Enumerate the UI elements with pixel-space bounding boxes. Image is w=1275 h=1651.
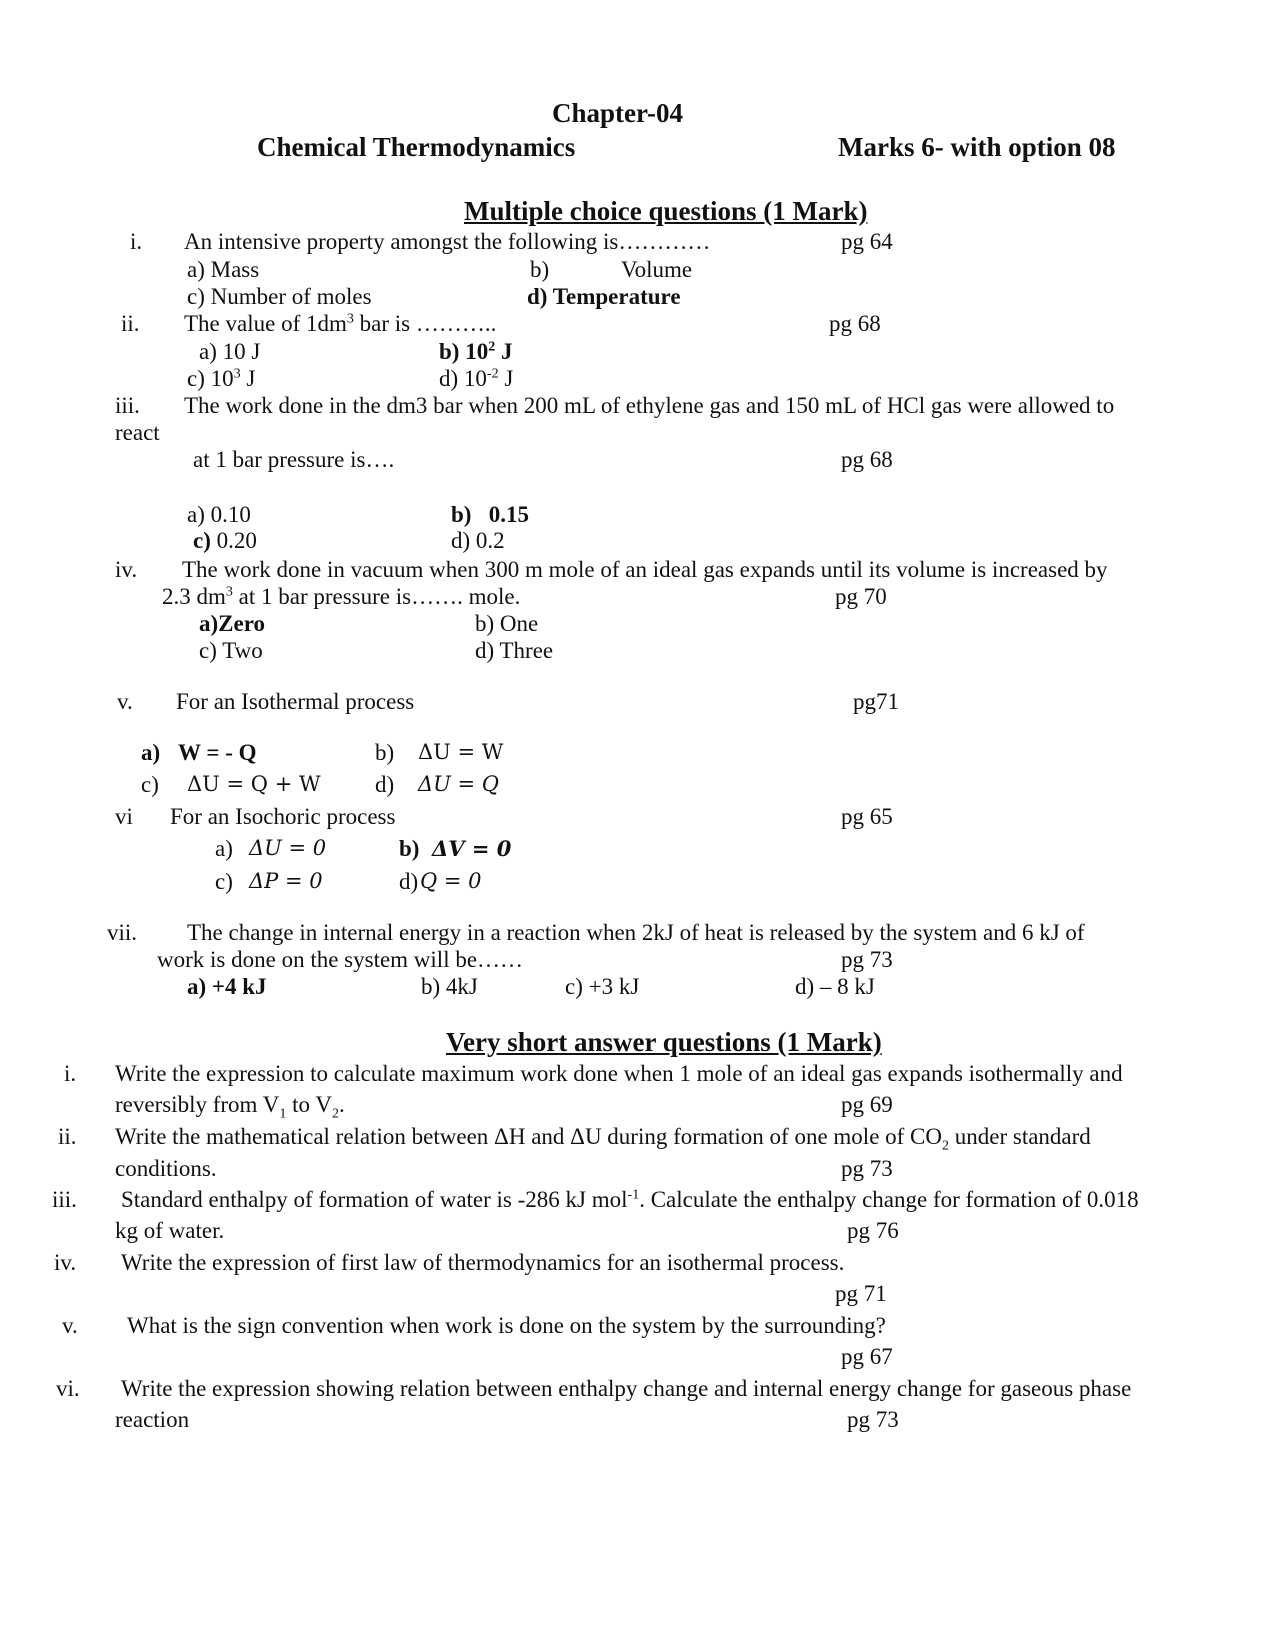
mcq-q3-option-a: a) 0.10 [187, 502, 251, 527]
mcq-q4-text-line2: 2.3 $dm^3$ at 1 bar pressure is……. mole. [162, 584, 521, 609]
mcq-q6-option-c: ΔP = 0 [249, 869, 323, 893]
mcq-q5-option-b-label: b) [375, 740, 395, 765]
mcq-q2-option-d: d) $10^{-2}$ J [439, 366, 514, 391]
mcq-q4-option-b: b) One [475, 611, 539, 636]
mcq-q7-option-c: c) +3 kJ [565, 974, 640, 999]
mcq-q1-page-ref: pg 64 [841, 229, 893, 254]
vsa-q6-page-ref: pg 73 [847, 1407, 899, 1432]
mcq-q3-text: The work done in the dm3 bar when 200 mL of ethylene gas and 150 mL of HCl gas were allowed to [184, 393, 1115, 418]
mcq-q5-option-c-label: c) [141, 772, 159, 797]
mcq-q1-option-b-label: b) [530, 257, 550, 282]
vsa-q1-text: Write the expression to calculate maximum work done when 1 mole of an ideal gas expands isothermally and [115, 1061, 1123, 1086]
vsa-q3-number: iii. [52, 1187, 77, 1212]
mcq-q5-option-d-label: d) [375, 772, 395, 797]
vsa-q2-text-line2: conditions. [115, 1156, 217, 1181]
vsa-heading: Very short answer questions (1 Mark) [446, 1027, 882, 1057]
vsa-q3-text-line2: kg of water. [115, 1218, 225, 1243]
mcq-q3-text-line2: at 1 bar pressure is…. [193, 447, 395, 472]
mcq-q1-option-c: c) Number of moles [187, 284, 372, 309]
mcq-q7-text: The change in internal energy in a reaction when 2kJ of heat is released by the system and 6 kJ of [187, 920, 1085, 945]
mcq-q2-page-ref: pg 68 [829, 311, 881, 336]
mcq-q6-text: For an Isochoric process [170, 804, 396, 829]
mcq-q3-page-ref: pg 68 [841, 447, 893, 472]
vsa-q6-text-line2: reaction [115, 1407, 190, 1432]
mcq-q6-option-b-answer: ΔV = 0 [432, 836, 512, 861]
mcq-q4-page-ref: pg 70 [835, 584, 887, 609]
mcq-q7-option-a-answer: a) +4 kJ [187, 974, 267, 999]
vsa-q3-text: Standard enthalpy of formation of water is -286 kJ mol$^{-1}$. Calculate the enthalpy change for formation of 0.018 [121, 1187, 1139, 1212]
mcq-q6-number: vi [115, 804, 133, 829]
vsa-q3-page-ref: pg 76 [847, 1218, 899, 1243]
mcq-q5-option-b: ΔU = W [418, 740, 504, 764]
vsa-q2-text: Write the mathematical relation between ΔH and ΔU during formation of one mole of $CO_2$ under standard [115, 1124, 1091, 1154]
mcq-q7-option-d: d) – 8 kJ [795, 974, 875, 999]
chapter-number: Chapter-04 [552, 98, 683, 128]
mcq-q1-option-b: Volume [621, 257, 693, 282]
mcq-q3-option-c: c) 0.20 [193, 528, 257, 553]
marks-info: Marks 6- with option 08 [838, 132, 1116, 162]
mcq-q3-option-d: d) 0.2 [451, 528, 505, 553]
mcq-q2-number: ii. [121, 311, 140, 336]
vsa-q4-text: Write the expression of first law of thermodynamics for an isothermal process. [121, 1250, 845, 1275]
mcq-q4-option-d: d) Three [475, 638, 554, 663]
mcq-q6-option-d: Q = 0 [420, 869, 482, 893]
mcq-q7-page-ref: pg 73 [841, 947, 893, 972]
mcq-q4-option-c: c) Two [199, 638, 263, 663]
chapter-title: Chemical Thermodynamics [257, 132, 576, 162]
mcq-q7-number: vii. [107, 920, 138, 945]
mcq-q7-option-b: b) 4kJ [421, 974, 478, 999]
mcq-q2-option-a: a) 10 J [199, 339, 261, 364]
vsa-q6-text: Write the expression showing relation between enthalpy change and internal energy change for gaseous phase [121, 1376, 1132, 1401]
mcq-q5-option-a-label: a) [141, 740, 161, 765]
mcq-heading: Multiple choice questions (1 Mark) [464, 196, 868, 226]
mcq-q4-number: iv. [115, 557, 138, 582]
vsa-q1-page-ref: pg 69 [841, 1092, 893, 1117]
mcq-q6-page-ref: pg 65 [841, 804, 893, 829]
vsa-q1-text-line2: reversibly from $V_1$ to $V_2$. [115, 1092, 345, 1122]
vsa-q5-text: What is the sign convention when work is done on the system by the surrounding? [127, 1313, 886, 1338]
mcq-q6-option-d-label: d) [399, 869, 419, 894]
vsa-q2-number: ii. [58, 1124, 77, 1149]
mcq-q6-option-a-label: a) [215, 836, 233, 861]
mcq-q5-option-c: ΔU = Q + W [187, 772, 321, 796]
mcq-q5-number: v. [117, 689, 133, 714]
mcq-q6-option-b-label: b) [399, 836, 420, 861]
mcq-q2-text: The value of $1dm^3$ bar is ……….. [184, 311, 497, 336]
mcq-q6-option-c-label: c) [215, 869, 233, 894]
vsa-q2-page-ref: pg 73 [841, 1156, 893, 1181]
mcq-q3-option-b-answer: b) 0.15 [451, 502, 529, 527]
mcq-q5-option-a-answer: W = - Q [178, 740, 257, 765]
mcq-q6-option-a: ΔU = 0 [249, 836, 327, 860]
mcq-q7-text-line2: work is done on the system will be…… [157, 947, 524, 972]
vsa-q6-number: vi. [56, 1376, 80, 1401]
mcq-q5-text: For an Isothermal process [176, 689, 415, 714]
vsa-q4-page-ref: pg 71 [835, 1281, 887, 1306]
mcq-q4-option-a-answer: a)Zero [199, 611, 266, 636]
mcq-q1-text: An intensive property amongst the following is………… [184, 229, 711, 254]
mcq-q1-option-a: a) Mass [187, 257, 260, 282]
mcq-q1-option-d-answer: d) Temperature [527, 284, 681, 309]
mcq-q2-option-b-answer: b) $10^2$ J [439, 339, 513, 364]
vsa-q5-page-ref: pg 67 [841, 1344, 893, 1369]
vsa-q5-number: v. [62, 1313, 78, 1338]
mcq-q2-option-c: c) $10^3$ J [187, 366, 256, 391]
mcq-q5-option-d: ΔU = Q [418, 772, 500, 796]
mcq-q5-page-ref: pg71 [853, 689, 899, 714]
mcq-q1-number: i. [130, 229, 143, 254]
mcq-q4-text: The work done in vacuum when 300 m mole of an ideal gas expands until its volume is increased by [182, 557, 1108, 582]
mcq-q3-number: iii. [115, 393, 140, 418]
mcq-q3-text-wrap: react [115, 420, 160, 445]
vsa-q4-number: iv. [54, 1250, 77, 1275]
vsa-q1-number: i. [64, 1061, 77, 1086]
